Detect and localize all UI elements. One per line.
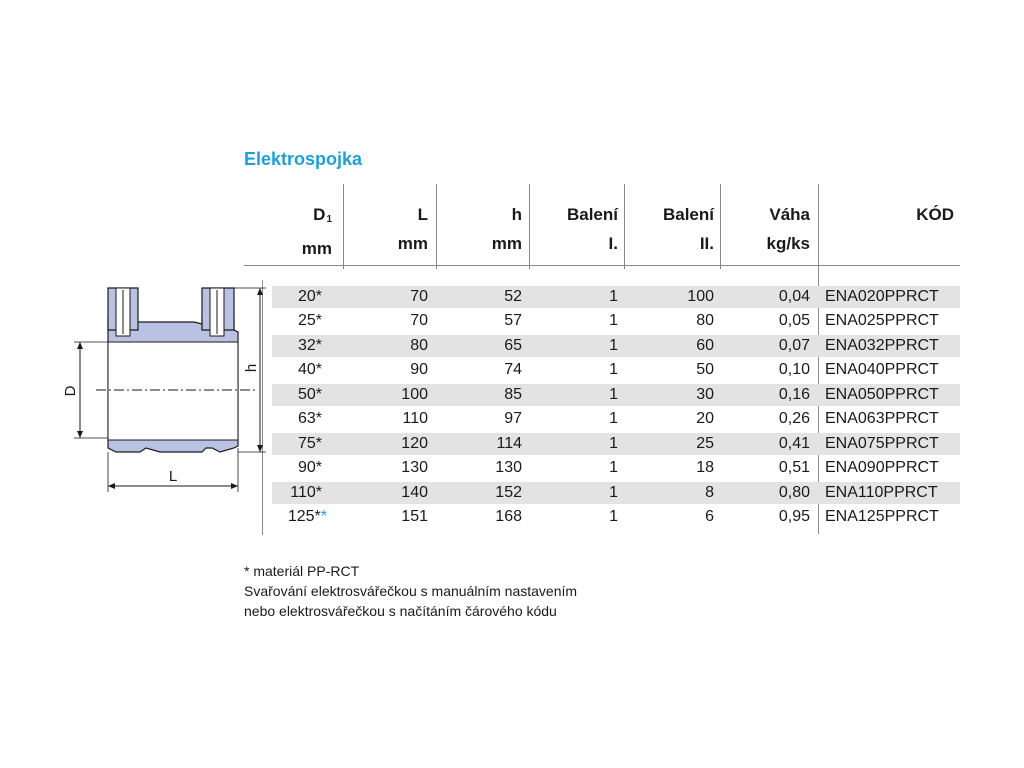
cell-d1 (272, 506, 327, 528)
table-row (272, 457, 960, 479)
cell-h: 97 (504, 410, 522, 427)
cell-kod: ENA063PPRCT (825, 410, 939, 427)
cell-l: 90 (410, 361, 428, 378)
cell-vaha: 0,10 (778, 361, 810, 378)
cell-h: 114 (496, 435, 522, 452)
cell-d1: 32* (297, 337, 322, 354)
header-baleni-2 (636, 200, 714, 260)
cell-d1-extra-mark: * (320, 508, 327, 525)
cell-baleni-2: 30 (696, 386, 714, 403)
cell-l: 110 (402, 410, 428, 427)
table-row (272, 482, 960, 504)
header-d1 (270, 200, 332, 260)
cell-baleni-1: 1 (609, 484, 618, 501)
cell-baleni-2: 80 (696, 312, 714, 329)
header-vaha-label: Váha (769, 205, 810, 224)
table-row (272, 310, 960, 332)
cell-baleni-1: 1 (609, 410, 618, 427)
dimension-l-arrow (231, 483, 238, 489)
table-row (272, 286, 960, 308)
column-divider (720, 184, 721, 269)
cell-baleni-1: 1 (609, 288, 618, 305)
cell-vaha: 0,07 (778, 337, 810, 354)
coupler-bore (108, 342, 238, 440)
dimension-h-arrow (257, 445, 263, 452)
cell-h: 168 (495, 508, 522, 525)
header-kod-label: KÓD (916, 205, 954, 224)
cell-l: 130 (401, 459, 428, 476)
cell-baleni-1: 1 (609, 337, 618, 354)
cell-h: 57 (504, 312, 522, 329)
cell-baleni-2: 6 (705, 508, 714, 525)
cell-kod: ENA050PPRCT (825, 386, 939, 403)
dimension-l-label: L (168, 468, 178, 485)
cell-vaha: 0,26 (778, 410, 810, 427)
header-l-unit: mm (397, 234, 428, 253)
dimension-d-label: D (62, 385, 79, 397)
cell-l: 151 (401, 508, 428, 525)
cell-h: 152 (495, 484, 522, 501)
cell-baleni-2: 18 (696, 459, 714, 476)
header-baleni-1-unit: I. (608, 234, 618, 253)
cell-h: 52 (504, 288, 522, 305)
header-rule (244, 265, 960, 266)
table-row (272, 408, 960, 430)
cell-kod: ENA040PPRCT (825, 361, 939, 378)
cell-baleni-2: 50 (696, 361, 714, 378)
header-h-unit: mm (491, 234, 522, 253)
table-row (272, 359, 960, 381)
cell-h: 85 (504, 386, 522, 403)
header-baleni-2-unit: II. (699, 234, 714, 253)
cell-h: 130 (495, 459, 522, 476)
table-row (272, 433, 960, 455)
header-h (452, 200, 522, 260)
cell-l: 120 (401, 435, 428, 452)
cell-baleni-1: 1 (609, 312, 618, 329)
dimension-h-label: h (243, 363, 260, 373)
header-d1-subscript: 1 (326, 214, 332, 225)
cell-baleni-2: 8 (705, 484, 714, 501)
cell-kod: ENA025PPRCT (825, 312, 939, 329)
header-l-label: L (417, 205, 428, 224)
cell-d1: 50* (297, 386, 322, 403)
cell-vaha: 0,95 (778, 508, 810, 525)
cell-h: 74 (504, 361, 522, 378)
cell-d1: 110* (290, 484, 322, 501)
cell-vaha: 0,80 (778, 484, 810, 501)
cell-d1: 20* (297, 288, 322, 305)
note-welding-2: nebo elektrosvářečkou s načítáním čárového kódu (244, 603, 557, 619)
cell-baleni-1: 1 (609, 459, 618, 476)
column-divider (436, 184, 437, 269)
cell-d1: 40* (297, 361, 322, 378)
cell-baleni-2: 100 (687, 288, 714, 305)
cell-d1: 25* (297, 312, 322, 329)
header-vaha-unit: kg/ks (766, 234, 810, 253)
cell-kod: ENA090PPRCT (825, 459, 939, 476)
cell-vaha: 0,41 (778, 435, 810, 452)
header-l (360, 200, 428, 260)
cell-l: 70 (410, 288, 428, 305)
dimension-l-arrow (108, 483, 115, 489)
dimension-d-arrow (77, 342, 83, 349)
dimension-h-arrow (257, 288, 263, 295)
header-baleni-1 (540, 200, 618, 260)
cell-d1-value: 125* (287, 508, 321, 525)
cell-d1: 63* (297, 410, 322, 427)
cell-l: 80 (410, 337, 428, 354)
cell-baleni-2: 25 (696, 435, 714, 452)
dimension-d-arrow (77, 431, 83, 438)
header-kod (860, 200, 954, 260)
header-d1-label: D (313, 205, 326, 224)
cell-vaha: 0,05 (778, 312, 810, 329)
cell-kod: ENA032PPRCT (825, 337, 939, 354)
cell-kod: ENA020PPRCT (825, 288, 939, 305)
header-d1-unit: mm (301, 239, 332, 258)
column-divider (343, 184, 344, 269)
header-baleni-2-label: Balení (662, 205, 714, 224)
cell-l: 140 (401, 484, 428, 501)
header-vaha (730, 200, 810, 260)
cell-vaha: 0,51 (778, 459, 810, 476)
cell-baleni-1: 1 (609, 508, 618, 525)
note-material: * materiál PP-RCT (244, 563, 360, 579)
cell-kod: ENA075PPRCT (825, 435, 939, 452)
header-h-label: h (511, 205, 522, 224)
cell-vaha: 0,04 (778, 288, 810, 305)
cell-baleni-2: 60 (696, 337, 714, 354)
cell-l: 100 (401, 386, 428, 403)
table-row (272, 335, 960, 357)
cell-kod: ENA125PPRCT (825, 508, 939, 525)
table-row (272, 506, 960, 528)
cell-d1: 90* (297, 459, 322, 476)
header-baleni-1-label: Balení (566, 205, 618, 224)
table-row (272, 384, 960, 406)
coupler-drawing (60, 270, 270, 495)
cell-vaha: 0,16 (778, 386, 810, 403)
cell-baleni-1: 1 (609, 435, 618, 452)
column-divider (529, 184, 530, 269)
page-title: Elektrospojka (244, 149, 363, 169)
cell-l: 70 (410, 312, 428, 329)
cell-baleni-1: 1 (609, 361, 618, 378)
column-divider (624, 184, 625, 269)
cell-h: 65 (504, 337, 522, 354)
notes (244, 561, 577, 621)
cell-d1: 75* (297, 435, 322, 452)
cell-kod: ENA110PPRCT (825, 484, 938, 501)
cell-baleni-1: 1 (609, 386, 618, 403)
note-welding-1: Svařování elektrosvářečkou s manuálním nastavením (244, 583, 578, 599)
cell-baleni-2: 20 (696, 410, 714, 427)
